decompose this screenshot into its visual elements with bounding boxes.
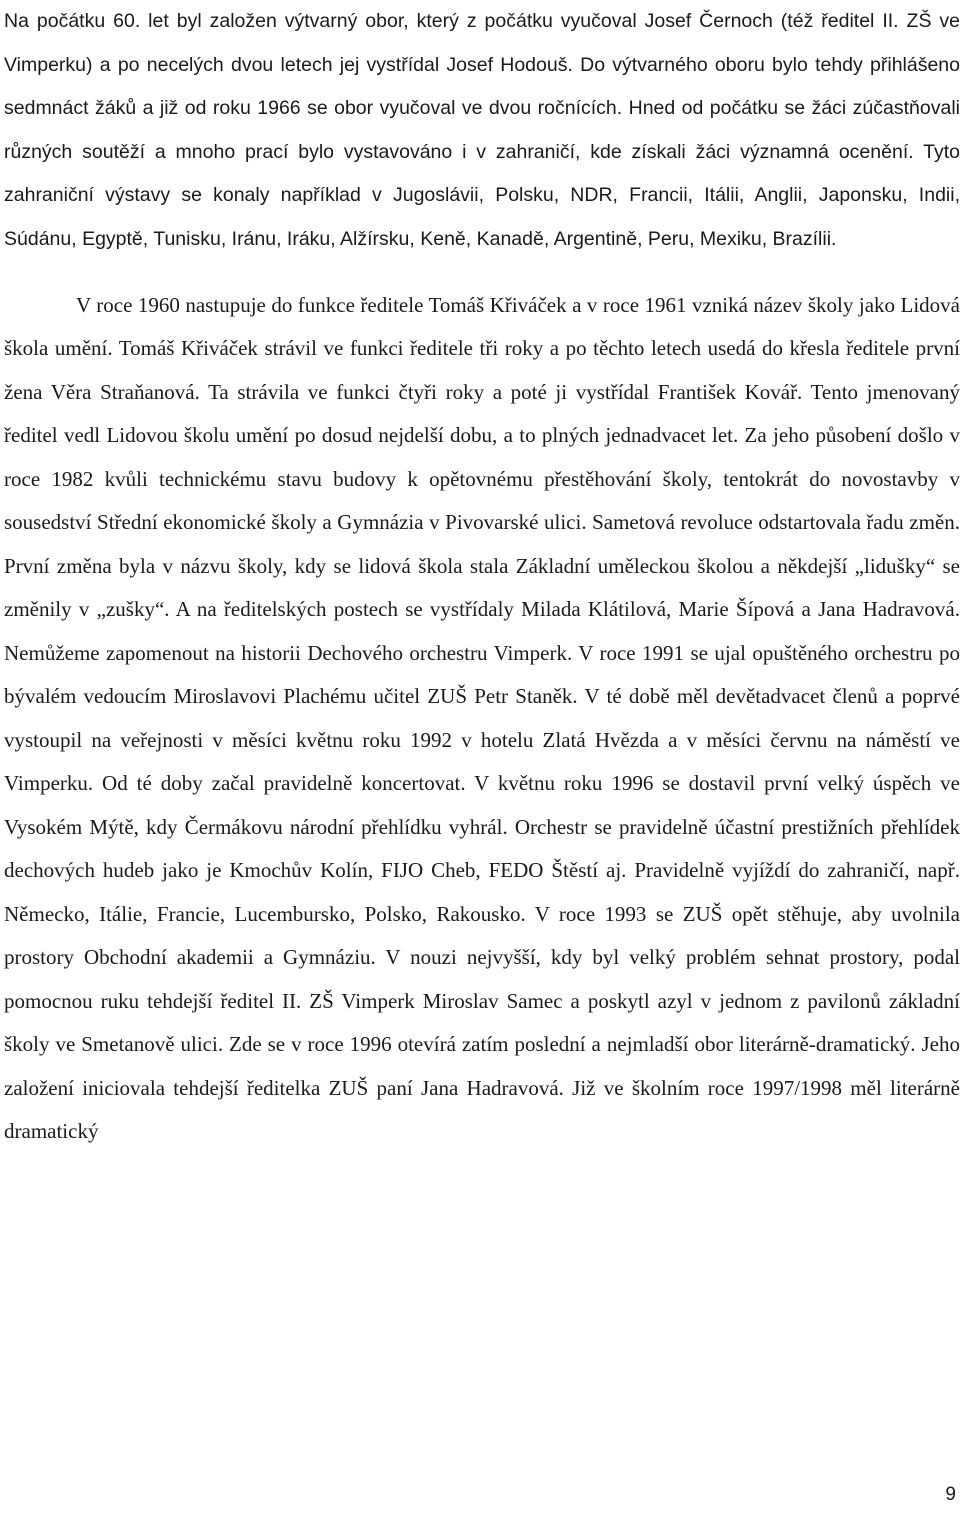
paragraph-school-history — [4, 284, 960, 1154]
document-page — [4, 0, 960, 1154]
paragraph-school-history-text: V roce 1960 nastupuje do funkce ředitele Tomáš Křiváček a v roce 1961 vzniká název školy jako Lidová škola umění. Tomáš Křiváček strávil ve funkci ředitele tři roky a po těchto letech usedá do křesla ředitele první žena Věra Straňanová. Ta strávila ve funkci čtyři roky a poté ji vystřídal František Kovář. Tento jmenovaný ředitel vedl Lidovou školu umění po dosud nejdelší dobu, a to plných jednadvacet let. Za jeho působení došlo v roce 1982 kvůli technickému stavu budovy k opětovnému přestěhování školy, tentokrát do novostavby v sousedství Střední ekonomické školy a Gymnázia v Pivovarské ulici. Sametová revoluce odstartovala řadu změn. První změna byla v názvu školy, kdy se lidová škola stala Základní uměleckou školou a někdejší „lidušky“ se změnily v „zušky“. A na ředitelských postech se vystřídaly Milada Klátilová, Marie Šípová a Jana Hadravová. Nemůžeme zapomenout na historii Dechového orchestru Vimperk. V roce 1991 se ujal opuštěného orchestru po bývalém vedoucím Miroslavovi Plachému učitel ZUŠ Petr Staněk. V té době měl devětadvacet členů a poprvé vystoupil na veřejnosti v měsíci květnu roku 1992 v hotelu Zlatá Hvězda a v měsíci červnu na náměstí ve Vimperku. Od té doby začal pravidelně koncertovat. V květnu roku 1996 se dostavil první velký úspěch ve Vysokém Mýtě, kdy Čermákovu národní přehlídku vyhrál. Orchestr se pravidelně účastní prestižních přehlídek dechových hudeb jako je Kmochův Kolín, FIJO Cheb, FEDO Štěstí aj. Pravidelně vyjíždí do zahraničí, např. Německo, Itálie, Francie, Lucembursko, Polsko, Rakousko. V roce 1993 se ZUŠ opět stěhuje, aby uvolnila prostory Obchodní akademii a Gymnáziu. V nouzi nejvyšší, kdy byl velký problém sehnat prostory, podal pomocnou ruku tehdejší ředitel II. ZŠ Vimperk Miroslav Samec a poskytl azyl v jednom z pavilonů základní školy ve Smetanově ulici. Zde se v roce 1996 otevírá zatím poslední a nejmladší obor literárně-dramatický. Jeho založení iniciovala tehdejší ředitelka ZUŠ paní Jana Hadravová. Již ve školním roce 1997/1998 měl literárně dramatický — [4, 292, 960, 1144]
page-number: 9 — [945, 1484, 956, 1505]
paragraph-art-department: Na počátku 60. let byl založen výtvarný obor, který z počátku vyučoval Josef Černoch (též ředitel II. ZŠ ve Vimperku) a po necelých dvou letech jej vystřídal Josef Hodouš. Do výtvarného oboru bylo tehdy přihlášeno sedmnáct žáků a již od roku 1966 se obor vyučoval ve dvou ročnících. Hned od počátku se žáci zúčastňovali různých soutěží a mnoho prací bylo vystavováno i v zahraničí, kde získali žáci významná ocenění. Tyto zahraniční výstavy se konaly například v Jugoslávii, Polsku, NDR, Francii, Itálii, Anglii, Japonsku, Indii, Súdánu, Egyptě, Tunisku, Iránu, Iráku, Alžírsku, Keně, Kanadě, Argentině, Peru, Mexiku, Brazílii. — [4, 10, 960, 250]
